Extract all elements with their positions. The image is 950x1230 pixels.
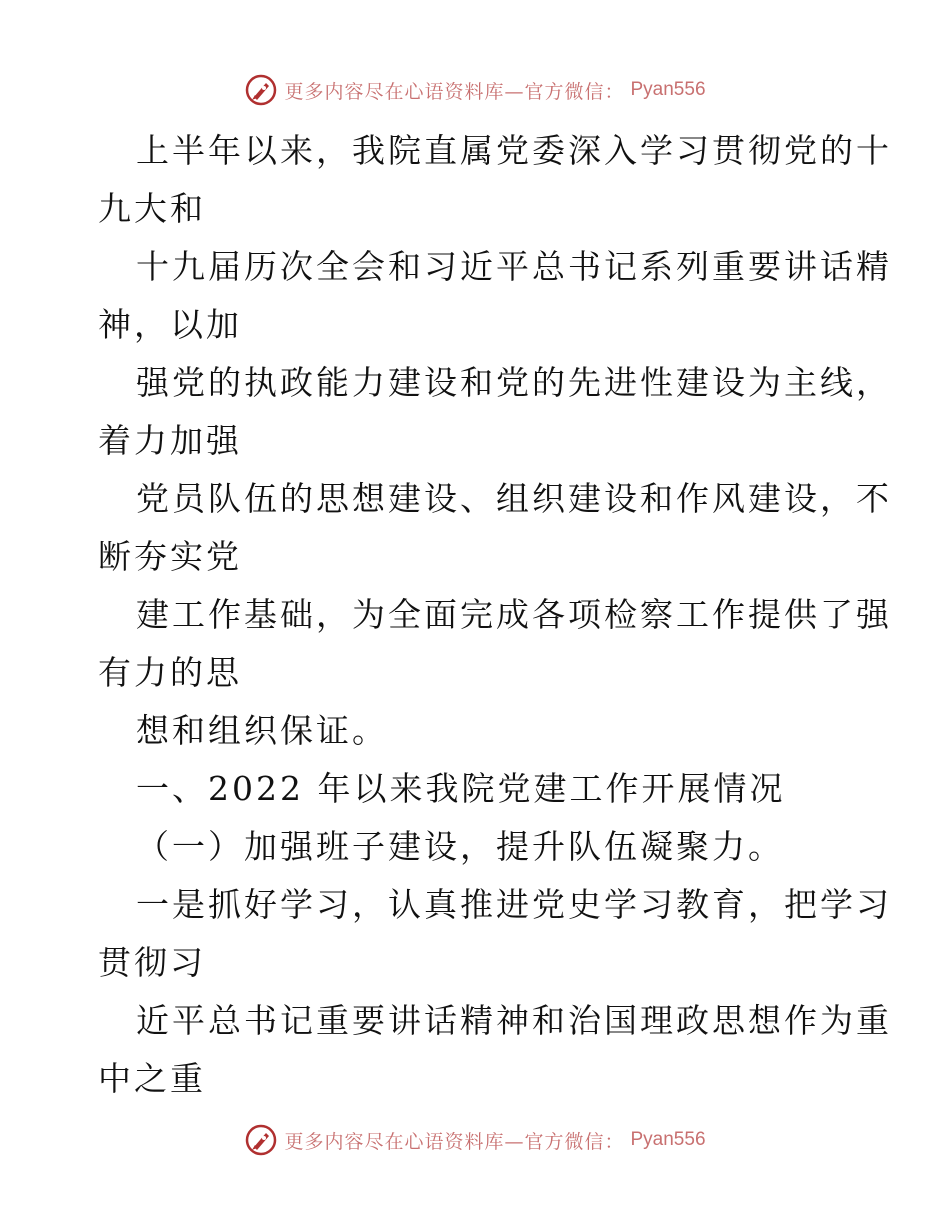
document-body [98, 122, 892, 1108]
text-line: 有力的思 [98, 653, 242, 692]
banner-wechat-handle: Pyan556 [630, 1129, 706, 1150]
pen-nib-logo-icon [244, 1123, 278, 1157]
text-line: 十九届历次全会和习近平总书记系列重要讲话精 [136, 247, 892, 286]
header-banner [0, 70, 950, 110]
text-line: 中之重 [98, 1059, 206, 1098]
pen-nib-logo-icon [244, 73, 278, 107]
footer-banner [0, 1120, 950, 1160]
subsection-heading: （一）加强班子建设，提升队伍凝聚力。 [136, 827, 784, 866]
text-line: 想和组织保证。 [136, 711, 388, 750]
text-line: 一是抓好学习，认真推进党史学习教育，把学习 [136, 885, 892, 924]
banner-brand-text: 更多内容尽在心语资料库—官方微信： [284, 1130, 625, 1153]
text-line: 上半年以来，我院直属党委深入学习贯彻党的十 [136, 131, 892, 170]
text-line: 贯彻习 [98, 943, 206, 982]
text-line: 强党的执政能力建设和党的先进性建设为主线， [136, 363, 892, 402]
text-line: 断夯实党 [98, 537, 242, 576]
text-line: 神，以加 [98, 305, 242, 344]
text-line: 九大和 [98, 189, 206, 228]
text-line: 近平总书记重要讲话精神和治国理政思想作为重 [136, 1001, 892, 1040]
section-heading: 一、2022 年以来我院党建工作开展情况 [136, 769, 786, 808]
text-line: 党员队伍的思想建设、组织建设和作风建设，不 [136, 479, 892, 518]
text-line: 建工作基础，为全面完成各项检察工作提供了强 [136, 595, 892, 634]
banner-wechat-handle: Pyan556 [630, 79, 706, 100]
text-line: 着力加强 [98, 421, 242, 460]
banner-brand-text: 更多内容尽在心语资料库—官方微信： [284, 80, 625, 103]
